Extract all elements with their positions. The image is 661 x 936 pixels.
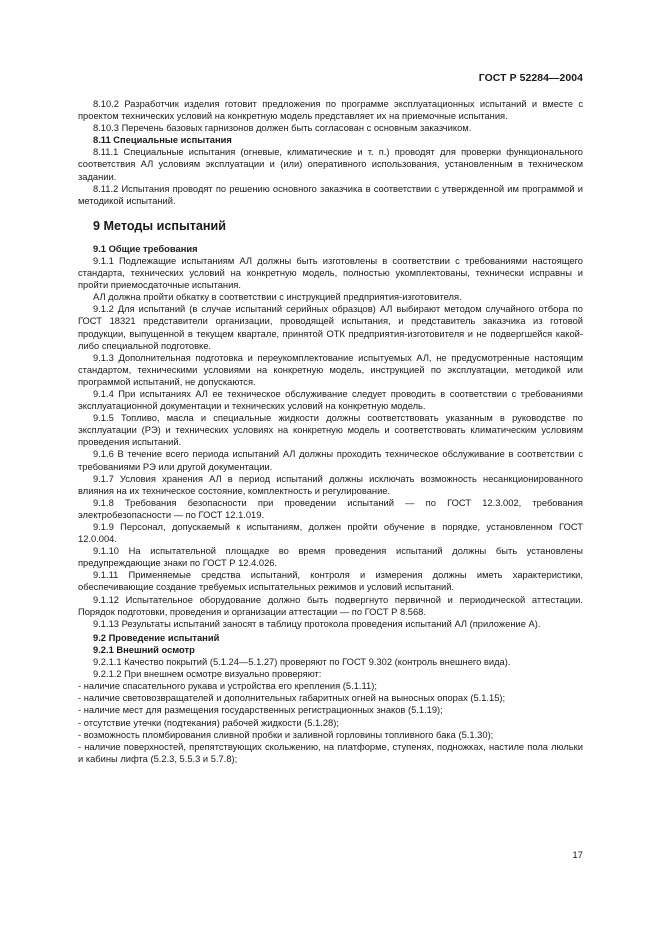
list-item: - отсутствие утечки (подтекания) рабочей жидкости (5.1.28); [78,717,339,728]
paragraph-9-1-1-b: АЛ должна пройти обкатку в соответствии с инструкцией предприятия-изготовителя. [93,292,462,303]
paragraph-9-1-11: 9.1.11 Применяемые средства испытаний, контроля и измерения должны иметь характеристики, обеспечивающие создание требуемых испытательных режимов и условий испытаний. [78,570,583,593]
subsection-heading-9-2-1: 9.2.1 Внешний осмотр [93,644,195,655]
paragraph-9-1-2: 9.1.2 Для испытаний (в случае испытаний серийных образцов) АЛ выбирают методом случайного отбора по ГОСТ 18321 представители организации, проводящей испытания, и представитель заказчика из готовой продукции, выпущенной в текущем квартале, принятой ОТК предприятия-изготовителя и не подвергшейся какой-либо специальной подготовке. [78,304,583,351]
subsection-heading-9-1: 9.1 Общие требования [93,243,198,254]
document-body [78,98,583,765]
paragraph-9-1-7: 9.1.7 Условия хранения АЛ в период испытаний должны исключать возможность несанкционированного влияния на их техническое состояние, комплектность и регулирование. [78,473,583,496]
paragraph-8-11-2: 8.11.2 Испытания проводят по решению основного заказчика в соответствии с утвержденной им программой и методикой испытаний. [78,183,583,206]
paragraph-9-1-3: 9.1.3 Дополнительная подготовка и переукомплектование испытуемых АЛ, не предусмотренные настоящим стандартом, техническими условиями на конкретную модель, инструкцией по эксплуатации, методикой или программой испытаний, не допускаются. [78,352,583,387]
paragraph-9-1-9: 9.1.9 Персонал, допускаемый к испытаниям, должен пройти обучение в порядке, установленном ГОСТ 12.0.004. [78,522,583,545]
paragraph-9-1-10: 9.1.10 На испытательной площадке во время проведения испытаний должны быть установлены предупреждающие знаки по ГОСТ Р 12.4.026. [78,546,583,569]
list-item: - наличие световозвращателей и дополнительных габаритных огней на выносных опорах (5.1.15); [78,693,506,704]
subsection-heading-8-11: 8.11 Специальные испытания [93,135,232,146]
page-number: 17 [572,850,583,861]
section-heading-9: 9 Методы испытаний [93,218,226,233]
paragraph-9-1-8: 9.1.8 Требования безопасности при проведении испытаний — по ГОСТ 12.3.002, требования электробезопасности — по ГОСТ 12.1.019. [78,497,583,520]
paragraph-9-1-12: 9.1.12 Испытательное оборудование должно быть подвергнуто первичной и периодической аттестации. Порядок подготовки, проведения и организации аттестации — по ГОСТ Р 8.568. [78,594,583,617]
paragraph-9-1-5: 9.1.5 Топливо, масла и специальные жидкости должны соответствовать указанным в руководстве по эксплуатации (РЭ) и технических условиях на конкретную модель и соответствовать климатическим условиям проведения испытаний. [78,413,583,448]
paragraph-9-2-1-2: 9.2.1.2 При внешнем осмотре визуально проверяют: [93,669,322,680]
paragraph-9-1-4: 9.1.4 При испытаниях АЛ ее техническое обслуживание следует проводить в соответствии с требованиями эксплуатационной документации и технических условий на конкретную модель. [78,388,583,412]
paragraph-9-1-1: 9.1.1 Подлежащие испытаниям АЛ должны быть изготовлены в соответствии с требованиями настоящего стандарта, технических условий на конкретную модель, полностью укомплектованы, технически исправны и пройти приемосдаточные испытания. [78,255,583,291]
paragraph-8-10-2: 8.10.2 Разработчик изделия готовит предложения по программе эксплуатационных испытаний и вместе с проектом технических условий на конкретную модель представляет их на приемочные испытания. [78,99,583,122]
paragraph-9-2-1-1: 9.2.1.1 Качество покрытий (5.1.24—5.1.27) проверяют по ГОСТ 9.302 (контроль внешнего вида). [93,657,511,668]
list-item: - наличие спасательного рукава и устройства его крепления (5.1.11); [78,681,377,692]
list-item: - наличие мест для размещения государственных регистрационных знаков (5.1.19); [78,705,443,716]
document-code-header: ГОСТ Р 52284—2004 [478,73,583,84]
list-item: - наличие поверхностей, препятствующих скольжению, на платформе, ступенях, подножках, настиле пола люльки и кабины лифта (5.2.3, 5.5.3 и 5.7.8); [78,741,583,764]
paragraph-8-11-1: 8.11.1 Специальные испытания (огневые, климатические и т. п.) проводят для проверки функционального соответствия АЛ условиям эксплуатации и (или) оперативного использования, установленным в техническом задании. [78,147,583,182]
subsection-heading-9-2: 9.2 Проведение испытаний [93,632,220,643]
paragraph-9-1-13: 9.1.13 Результаты испытаний заносят в таблицу протокола проведения испытаний АЛ (приложение А). [93,618,541,629]
paragraph-8-10-3: 8.10.3 Перечень базовых гарнизонов должен быть согласован с основным заказчиком. [93,123,472,134]
paragraph-9-1-6: 9.1.6 В течение всего периода испытаний АЛ должны проходить техническое обслуживание в соответствии с требованиями РЭ или другой документации. [78,449,583,472]
list-item: - возможность пломбирования сливной пробки и заливной горловины топливного бака (5.1.30); [78,729,494,740]
